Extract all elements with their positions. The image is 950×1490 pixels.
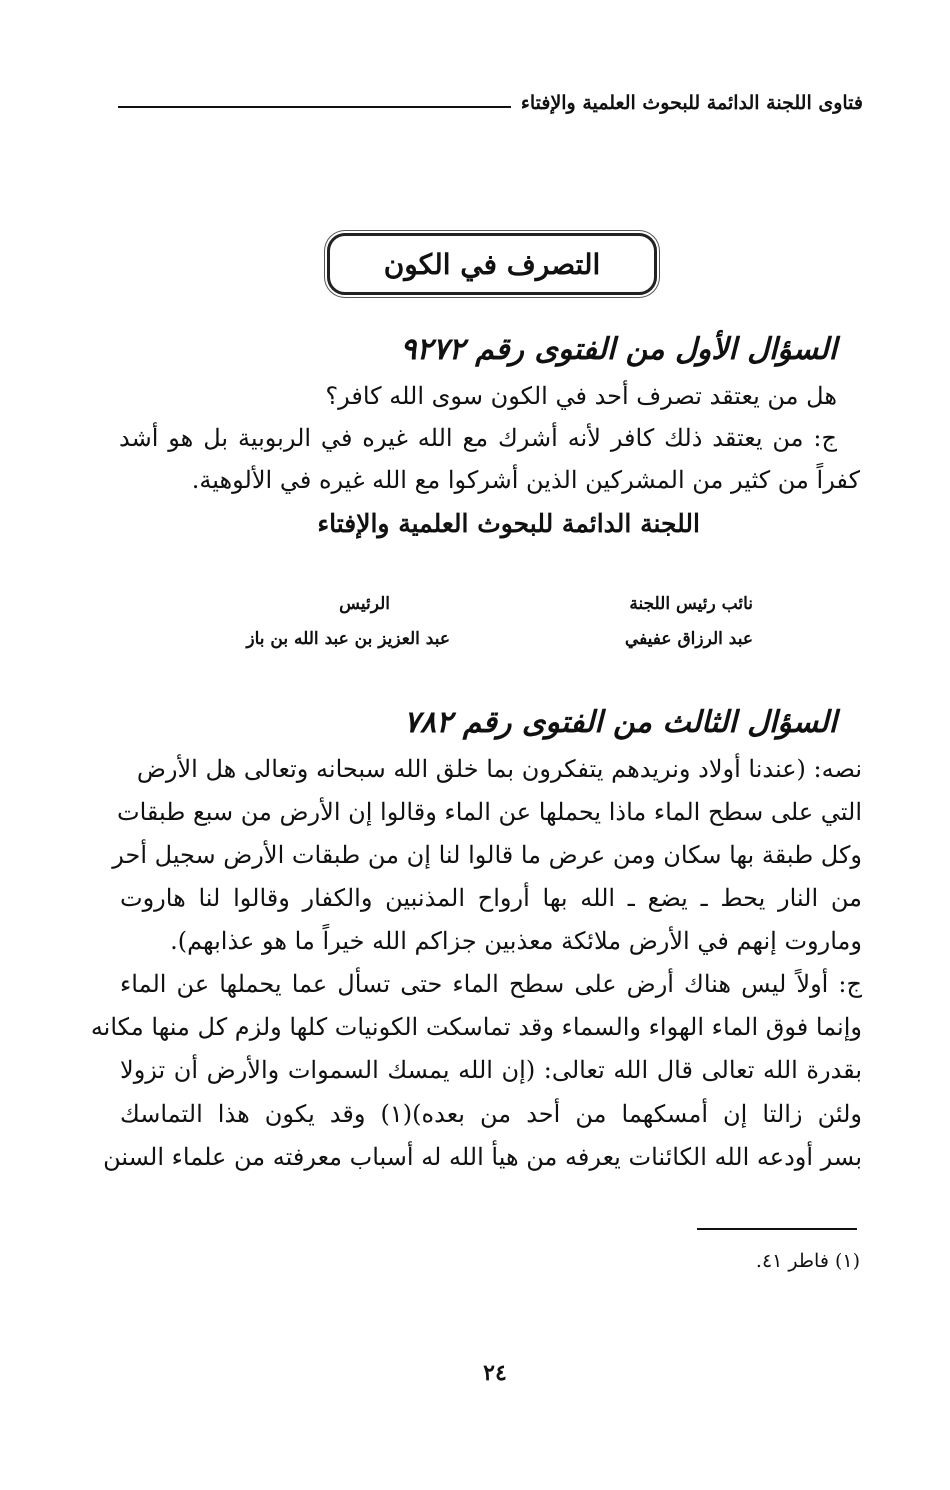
section-title: التصرف في الكون <box>383 247 601 281</box>
answer3-line: ج: أولاً ليس هناك أرض على سطح الماء حتى تسأل عما يحملها عن الماء <box>120 970 862 998</box>
vice-chair-name: عبد الرزاق عفيفي <box>624 629 753 649</box>
page-number: ٢٤ <box>483 1360 507 1386</box>
question3-line: التي على سطح الماء ماذا يحملها عن الماء وقالوا إن الأرض من سبع طبقات <box>117 798 862 826</box>
question1-answer-line1: ج: من يعتقد ذلك كافر لأنه أشرك مع الله غيره في الربوبية بل هو أشد <box>119 424 838 452</box>
answer3-line: بقدرة الله تعالى قال الله تعالى: (إن الله يمسك السموات والأرض أن تزولا <box>120 1056 862 1084</box>
answer3-line: وإنما فوق الماء الهواء والسماء وقد تماسكت الكونيات كلها ولزم كل منها مكانه <box>90 1013 862 1041</box>
vice-chair-title: نائب رئيس اللجنة <box>629 594 753 614</box>
answer3-line: بسر أودعه الله الكائنات يعرفه من هيأ الله له أسباب معرفته من علماء السنن <box>103 1143 862 1171</box>
running-header-title: فتاوى اللجنة الدائمة للبحوث العلمية والإفتاء <box>520 92 863 114</box>
running-header <box>118 88 863 118</box>
question3-line: نصه: (عندنا أولاد ونريدهم يتفكرون بما خلق الله سبحانه وتعالى هل الأرض <box>136 755 862 783</box>
question3-line: من النار يحط ـ يضع ـ الله بها أرواح المذنبين والكفار وقالوا لنا هاروت <box>120 884 862 912</box>
answer3-line: ولئن زالتا إن أمسكهما من أحد من بعده)(١) وقد يكون هذا التماسك <box>120 1100 862 1128</box>
footnote-rule <box>697 1228 857 1230</box>
chair-title: الرئيس <box>339 594 390 614</box>
question3-heading: السؤال الثالث من الفتوى رقم ٧٨٢ <box>403 705 837 740</box>
footnote: (١) فاطر ٤١. <box>755 1250 860 1272</box>
question1-text: هل من يعتقد تصرف أحد في الكون سوى الله كافر؟ <box>325 382 837 410</box>
section-title-box <box>327 233 657 295</box>
question3-line: وكل طبقة بها سكان ومن عرض ما قالوا لنا إن من طبقات الأرض سجيل أحر <box>112 841 862 869</box>
header-rule <box>118 106 511 108</box>
question1-answer-line2: كفراً من كثير من المشركين الذين أشركوا مع الله غيره في الألوهية. <box>191 466 860 494</box>
question3-line: وماروت إنهم في الأرض ملائكة معذبين جزاكم الله خيراً ما هو عذابهم). <box>170 927 862 955</box>
question1-heading: السؤال الأول من الفتوى رقم ٩٢٧٢ <box>400 332 837 367</box>
chair-name: عبد العزيز بن عبد الله بن باز <box>246 629 450 649</box>
committee-name: اللجنة الدائمة للبحوث العلمية والإفتاء <box>317 509 700 538</box>
